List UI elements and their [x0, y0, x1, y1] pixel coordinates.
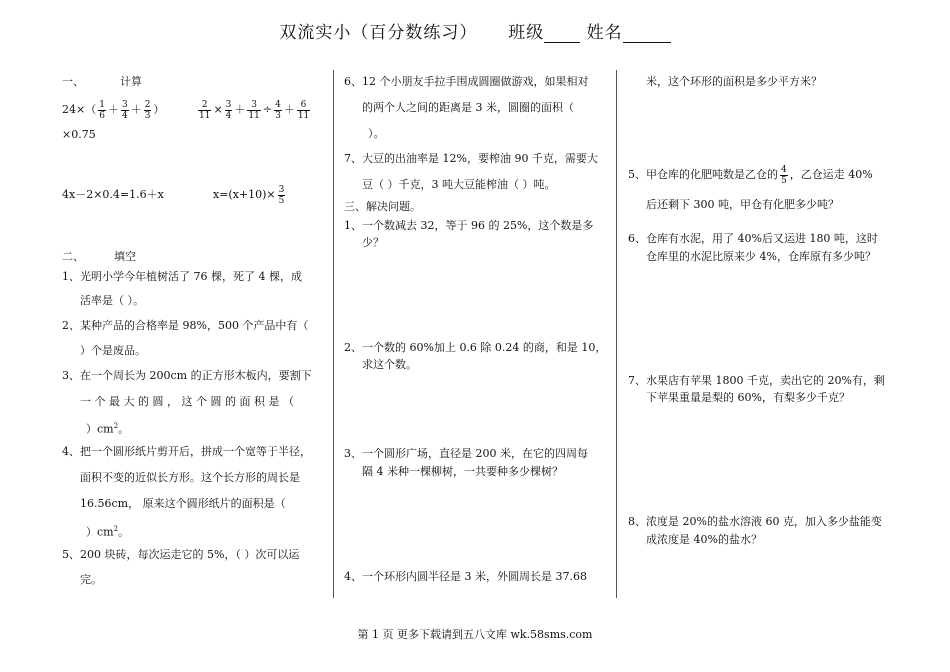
calc-expression-2	[196, 98, 312, 122]
problem-text: 米，这个环形的面积是多少平方米？	[646, 75, 822, 88]
section-calc-heading	[62, 75, 142, 89]
fraction: $\frac{2}{3}$	[144, 99, 151, 121]
equation-1: 4x－2×0.4=1.6＋x	[62, 188, 164, 201]
question-text: 一 个 最 大 的 圆 ， 这 个 圆 的 面 积 是 （	[80, 395, 294, 408]
plus-sign: ＋	[107, 103, 119, 116]
question-text: 完。	[80, 573, 102, 586]
question-text: 3、在一个周长为 200cm 的正方形木板内，要割下	[62, 369, 312, 382]
class-blank	[544, 26, 580, 43]
section-fill-heading	[62, 250, 136, 264]
problem-text: 3、一个圆形广场，直径是 200 米，在它的四周每	[344, 447, 588, 460]
divide-sign: ÷	[262, 103, 273, 116]
problem-text	[628, 160, 873, 190]
question-text: ）。	[368, 127, 385, 140]
problem-text: 1、一个数减去 32，等于 96 的 25%，这个数是多	[344, 219, 594, 232]
problem-text: 求这个数。	[362, 358, 417, 371]
problem-text: 少？	[362, 236, 384, 249]
question-text	[86, 522, 129, 540]
question-text: 6、12 个小朋友手拉手围成圆圈做游戏，如果相对	[344, 75, 589, 88]
fraction: $\frac{2}{11}$	[199, 99, 211, 121]
fraction: $\frac{6}{11}$	[297, 99, 310, 121]
name-label: 姓名	[586, 23, 623, 43]
equation-2	[213, 182, 287, 208]
section-title: 填空	[114, 250, 136, 263]
question-text: 的两个人之间的距离是 3 米，圆圈的面积（	[362, 101, 574, 114]
calc1-close: ）	[153, 103, 165, 116]
title-text: 双流实小（百分数练习）	[279, 23, 478, 43]
question-text: 1、光明小学今年植树活了 76 棵，死了 4 棵，成	[62, 270, 302, 283]
problem-suffix: ，乙仓运走 40%	[789, 168, 873, 181]
class-label: 班级	[508, 23, 545, 43]
question-text: 活率是（ ）。	[80, 294, 144, 307]
unit-text: ）cm	[86, 422, 114, 436]
question-text: 16.56cm， 原来这个圆形纸片的面积是（	[80, 497, 286, 510]
superscript: 2	[113, 422, 119, 430]
calc1-tail: ×0.75	[62, 128, 96, 141]
superscript: 2	[113, 525, 119, 533]
problem-text: 成浓度是 40%的盐水？	[646, 533, 762, 546]
problem-text: 4、一个环形内圆半径是 3 米，外圆周长是 37.68	[344, 570, 587, 583]
column-divider-left	[333, 70, 334, 598]
fraction: $\frac{3}{5}$	[278, 184, 285, 206]
page-footer: 第 1 页 更多下载请到五八文库 wk.58sms.com	[357, 628, 593, 641]
punctuation: 。	[118, 525, 130, 539]
question-text: 4、把一个圆形纸片剪开后，拼成一个宽等于半径，	[62, 445, 311, 458]
unit-text: ）cm	[86, 525, 114, 539]
times-sign: ×	[213, 103, 223, 116]
problem-text: 隔 4 米种一棵柳树，一共要种多少棵树？	[362, 465, 563, 478]
question-text: 面积不变的近似长方形。这个长方形的周长是	[80, 471, 300, 484]
calc1-prefix: 24×（	[62, 103, 97, 116]
question-text	[86, 419, 129, 437]
calc-expression-1	[62, 98, 164, 122]
question-text: 5、200 块砖，每次运走它的 5%，（ ）次可以运	[62, 548, 300, 561]
fraction: $\frac{4}{5}$	[781, 164, 787, 186]
problem-text: 下苹果重量是梨的 60%，有梨多少千克？	[646, 391, 850, 404]
fraction: $\frac{3}{4}$	[121, 99, 128, 121]
fraction: $\frac{1}{6}$	[99, 99, 105, 121]
problem-text: 6、仓库有水泥，用了 40%后又运进 180 吨，这时	[628, 232, 878, 245]
problem-text: 8、浓度是 20%的盐水溶液 60 克，加入多少盐能变	[628, 515, 882, 528]
question-text: 2、某种产品的合格率是 98%，500 个产品中有（	[62, 319, 309, 332]
problem-text: 7、水果店有苹果 1800 千克，卖出它的 20%有，剩	[628, 374, 885, 387]
name-blank	[623, 26, 671, 43]
plus-sign: ＋	[234, 103, 246, 116]
section-solve-heading: 三、解决问题。	[344, 200, 421, 213]
problem-text: 后还剩下 300 吨，甲仓有化肥多少吨？	[646, 198, 839, 211]
fraction: $\frac{3}{4}$	[225, 99, 232, 121]
problem-text: 仓库里的水泥比原来少 4%，仓库原有多少吨？	[646, 250, 876, 263]
question-text: 7、大豆的出油率是 12%，要榨油 90 千克，需要大	[344, 152, 598, 165]
page-title	[0, 18, 950, 43]
section-number: 二、	[62, 250, 84, 263]
question-text: 豆（ ）千克，3 吨大豆能榨油（ ）吨。	[362, 178, 556, 191]
eq2-prefix: x=(x+10)×	[213, 188, 276, 201]
problem-prefix: 5、甲仓库的化肥吨数是乙仓的	[628, 168, 778, 181]
plus-sign: ＋	[130, 103, 142, 116]
fraction: $\frac{4}{3}$	[275, 99, 281, 121]
problem-text: 2、一个数的 60%加上 0.6 除 0.24 的商，和是 10，	[344, 341, 607, 354]
section-number: 一、	[62, 75, 84, 88]
fraction: $\frac{3}{11}$	[248, 99, 260, 121]
question-text: ）个是废品。	[80, 344, 146, 357]
punctuation: 。	[118, 422, 130, 436]
plus-sign: ＋	[283, 103, 295, 116]
section-title: 计算	[120, 75, 142, 88]
column-divider-right	[616, 70, 617, 598]
